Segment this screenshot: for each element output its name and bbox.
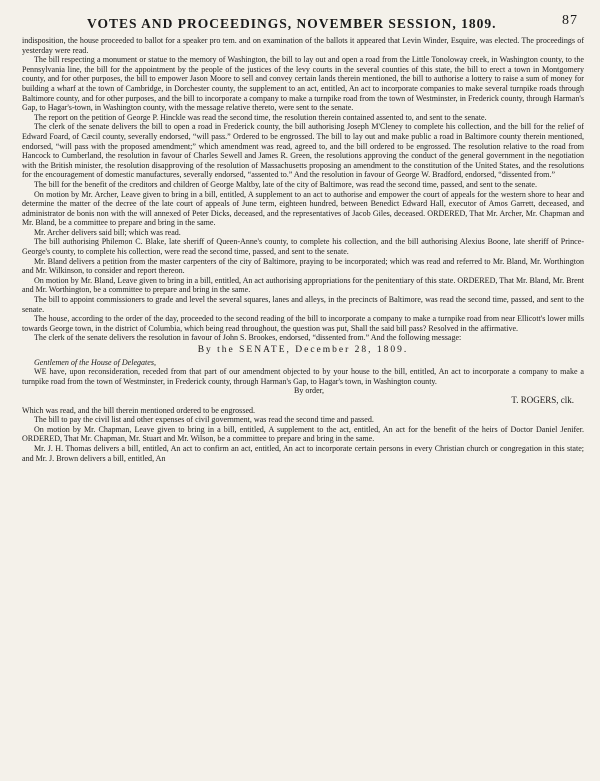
paragraph: indisposition, the house proceeded to ballot for a speaker pro tem. and on examination of the ballots it appeared that Levin Winder, Esquire, was elected. The proceedings of yesterday were read. [22,36,584,55]
page-number: 87 [562,13,578,28]
paragraph: The house, according to the order of the day, proceeded to the second reading of the bill to incorporate a company to make a turnpike road from near Ellicott's lower mills towards George town, in the district of Columbia, which being read throughout, the question was put, Shall the said bill pass? Resolved in the affirmative. [22,314,584,333]
paragraph: The bill to appoint commissioners to grade and level the several squares, lanes and alleys, in the precincts of Baltimore, was read the second time, passed, and sent to the senate. [22,295,584,314]
paragraph: The bill to pay the civil list and other expenses of civil government, was read the second time and passed. [34,415,374,425]
senate-message-heading: By the SENATE, December 28, 1809. [197,345,409,355]
running-title: VOTES AND PROCEEDINGS, NOVEMBER SESSION, 1809. [87,16,497,31]
paragraph: The report on the petition of George P. Hinckle was read the second time, the resolution therein contained assented to, and sent to the senate. [34,112,487,122]
paragraph: Mr. J. H. Thomas delivers a bill, entitled, An act to confirm an act, entitled, An act to incorporate certain persons in every Christian church or congregation in this state; and Mr. J. Brown delivers a bill, entitled, An [22,443,584,463]
page-header [22,12,584,36]
message-text: WE have, upon reconsideration, receded from that part of our amendment objected to by your house to the bill, entitled, An act to incorporate a company to make a turnpike road from the town of Westminster, in Frederick county, through Harman's Gap, to Hagar's town, in Washington county. [22,367,584,386]
message-greeting: Gentlemen of the House of Delegates, [34,357,157,367]
body-text [22,36,584,463]
paragraph: On motion by Mr. Bland, Leave given to bring in a bill, entitled, An act authorising appropriations for the penitentiary of this state. ORDERED, That Mr. Bland, Mr. Brent and Mr. Worthington, be a committee to prepare and bring in the same. [22,275,584,295]
paragraph: The bill authorising Philemon C. Blake, late sheriff of Queen-Anne's county, to complete his collection, and the bill authorising Alexius Boone, late sheriff of Prince-George's county, to complete his collection, were read the second time, passed, and sent to the senate. [22,237,584,257]
paragraph: The bill for the benefit of the creditors and children of George Maltby, late of the city of Baltimore, was read the second time, passed, and sent to the senate. [34,179,537,189]
paragraph: The clerk of the senate delivers the bill to open a road in Frederick county, the bill authorising Joseph M'Cleney to complete his collection, and the bill for the relief of Edward Foard, of Cæcil county, severally endorsed, “will pass.” Ordered to be engrossed. The bill to lay out and make public a road in Baltimore county therein mentioned, endorsed, “will pass with the proposed amendment;” which amendment was read, agreed to, and the bill ordered to be engrossed. The resolution relative to the road from Hancock to Cumberland, the resolution in favour of Charles Sewell and James R. Green, the resolutions approving the conduct of the general government in the negotiation with the British minister, the resolution disapproving of the resolution of Massachusetts proposing an amendment to the constitution of the United States, and the resolutions for the encouragement of domestic manufactures, severally endorsed, “assented to.” And the resolution in favour of George W. Bradford, endorsed, “dissented from.” [22,122,584,180]
paragraph: Mr. Archer delivers said bill; which was read. [34,227,181,237]
paragraph: On motion by Mr. Archer, Leave given to bring in a bill, entitled, A supplement to an act to authorise and empower the court of appeals for the western shore to hear and determine the matter of the decree of the late court of appeals of June term, eighteen hundred, between Benedict Edward Hall, executor of Amos Garrett, deceased, and administrator de bonis non with the will annexed of Peter Dicks, deceased, and the representatives of Jacob Giles, deceased. ORDERED, That Mr. Archer, Mr. Chapman and Mr. Bland, be a committee to prepare and bring in the same. [22,189,584,228]
by-order-line: By order, [293,386,325,396]
paragraph: The clerk of the senate delivers the resolution in favour of John S. Brookes, endorsed, “dissented from.” And the following message: [34,333,462,343]
paragraph: Mr. Bland delivers a petition from the master carpenters of the city of Baltimore, praying to be incorporated; which was read and referred to Mr. Bland, Mr. Worthington and Mr. Wilkinson, to consider and report thereon. [22,256,584,276]
paragraph: On motion by Mr. Chapman, Leave given to bring in a bill, entitled, A supplement to the act, entitled, An act for the benefit of the heirs of Doctor Daniel Jenifer. ORDERED, That Mr. Chapman, Mr. Stuart and Mr. Wilson, be a committee to prepare and bring in the same. [22,424,584,444]
clerk-signature: T. ROGERS, clk. [511,394,574,405]
paragraph: The bill respecting a monument or statue to the memory of Washington, the bill to lay out and open a road from the Little Tonoloway creek, in Washington county, to the Pennsylvania line, the bill for the appointment by the people of the justices of the levy courts in the several counties of this state, the bill to erect a town in Montgomery county, and for other purposes, the bill to empower Jason Moore to sell and convey certain lands therein mentioned, the bill to authorise a lottery to raise a sum of money for building a wharf at the town of Cambridge, in Dorchester county, the supplement to an act, entitled, An act to incorporate companies to make several turnpike roads through Baltimore county, and for other purposes, and the bill to incorporate a company to make a turnpike road from the town of Westminster, in Frederick county, through Harman's Gap, to Hagar's-town, in Washington county, with the message relative thereto, were sent to the senate. [22,55,584,113]
paragraph: Which was read, and the bill therein mentioned ordered to be engrossed. [22,405,256,415]
